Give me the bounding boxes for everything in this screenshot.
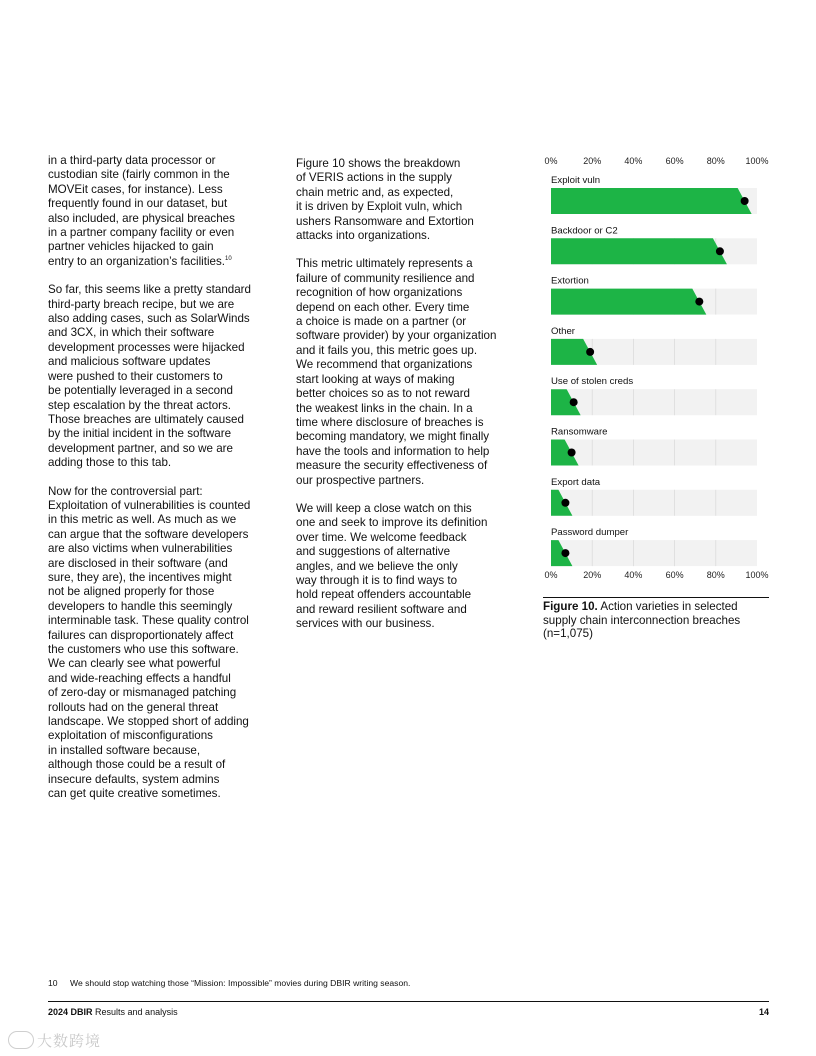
bar-track bbox=[551, 540, 757, 566]
figure-caption bbox=[543, 600, 769, 641]
x-tick-label-top: 0% bbox=[544, 156, 558, 166]
category-label: Other bbox=[551, 325, 575, 337]
x-tick-label-bottom: 40% bbox=[624, 570, 643, 580]
caption-text: Action varieties in selected supply chain interconnection breaches (n=1,075) bbox=[543, 600, 741, 641]
watermark-text: 大数跨境 bbox=[37, 1033, 102, 1050]
value-dot bbox=[741, 197, 749, 205]
category-label: Exploit vuln bbox=[551, 175, 601, 186]
body-column-left bbox=[48, 154, 276, 815]
footer-divider bbox=[48, 1001, 769, 1002]
x-tick-label-bottom: 60% bbox=[665, 570, 684, 580]
value-dot bbox=[586, 348, 594, 356]
footnote bbox=[48, 978, 410, 988]
x-tick-label-bottom: 80% bbox=[706, 570, 725, 580]
bar bbox=[551, 238, 727, 264]
figure-10-chart bbox=[543, 152, 769, 592]
page-number: 14 bbox=[758, 1007, 769, 1017]
x-tick-label-top: 60% bbox=[665, 156, 684, 166]
category-label: Export data bbox=[551, 476, 601, 488]
chart-svg bbox=[543, 152, 769, 592]
paragraph bbox=[48, 154, 276, 269]
x-tick-label-bottom: 0% bbox=[544, 570, 558, 580]
paragraph: Now for the controversial part: Exploitation of vulnerabilities is counted in this metric as well. As much as we can argue that the software developers are also victims when vulnerabilities are disclosed in their software (and sure, they are), the incentives might not be aligned properly for those developers to handle this seemingly interminable task. These quality control failures can disproportionately affect the customers who use this software. We can clearly see what powerful and wide-reaching effects a handful of zero-day or mismanaged patching rollouts had on the general threat landscape. We stopped short of adding exploitation of misconfigurations in installed software because, although those could be a result of insecure defaults, system admins can get quite creative sometimes. bbox=[48, 484, 251, 801]
paragraph-text: in a third-party data processor or custodian site (fairly common in the MOVEit cases, for instance). Less frequently found in our dataset, but also included, are physical breaches in a partner company facility or even partner vehicles hijacked to gain entry to an organization’s facilities. bbox=[48, 154, 235, 268]
value-dot bbox=[568, 449, 576, 457]
paragraph: Figure 10 shows the breakdown of VERIS actions in the supply chain metric and, as expected, it is driven by Exploit vuln, which ushers Ransomware and Extortion attacks into organizations. bbox=[296, 157, 474, 243]
footnote-ref[interactable]: 10 bbox=[225, 255, 232, 262]
x-tick-label-top: 80% bbox=[706, 156, 725, 166]
caption-divider bbox=[543, 597, 769, 598]
x-tick-label-top: 100% bbox=[745, 156, 769, 166]
category-label: Use of stolen creds bbox=[551, 376, 634, 388]
category-label: Password dumper bbox=[551, 527, 629, 539]
footnote-number: 10 bbox=[48, 978, 58, 988]
bar-track bbox=[551, 389, 757, 415]
paragraph: So far, this seems like a pretty standard third-party breach recipe, but we are also adding cases, such as SolarWinds and 3CX, in which their software development processes were hijacked and malicious software updates were pushed to their customers to be potentially leveraged in a second step escalation by the threat actors. Those breaches are ultimately caused by the initial incident in the software development partner, and so we are adding those to this tab. bbox=[48, 283, 251, 470]
x-tick-label-bottom: 100% bbox=[745, 570, 769, 580]
caption-label: Figure 10. bbox=[543, 600, 598, 613]
value-dot bbox=[561, 499, 569, 507]
value-dot bbox=[561, 549, 569, 557]
body-column-middle bbox=[296, 157, 524, 646]
bar bbox=[551, 188, 752, 214]
value-dot bbox=[716, 247, 724, 255]
x-tick-label-top: 20% bbox=[583, 156, 602, 166]
value-dot bbox=[695, 298, 703, 306]
footnote-text: We should stop watching those “Mission: Impossible” movies during DBIR writing season. bbox=[70, 978, 411, 988]
category-label: Backdoor or C2 bbox=[551, 225, 618, 237]
bar-track bbox=[551, 440, 757, 466]
footer-report-name: 2024 DBIR bbox=[48, 1007, 93, 1017]
paragraph: This metric ultimately represents a failure of community resilience and recognition of how organizations depend on each other. Every time a choice is made on a partner (or software provider) by your organization and it fails you, this metric goes up. We recommend that organizations start looking at ways of making better choices so as to not reward the weakest links in the chain. In a time where disclosure of breaches is becoming mandatory, we might finally have the tools and information to help measure the security effectiveness of our prospective partners. bbox=[296, 257, 497, 487]
x-tick-label-top: 40% bbox=[624, 156, 643, 166]
x-tick-label-bottom: 20% bbox=[583, 570, 602, 580]
category-label: Ransomware bbox=[551, 426, 608, 438]
value-dot bbox=[570, 398, 578, 406]
watermark bbox=[8, 1030, 101, 1051]
footer-title bbox=[48, 1007, 178, 1017]
bar-track bbox=[551, 490, 757, 516]
footer-section: Results and analysis bbox=[92, 1007, 178, 1017]
paragraph: We will keep a close watch on this one and seek to improve its definition over time. We welcome feedback and suggestions of alternative angles, and we believe the only way through it is to find ways to hold repeat offenders accountable and reward resilient software and services with our business. bbox=[296, 501, 488, 631]
bar bbox=[551, 289, 706, 315]
watermark-logo-icon bbox=[8, 1031, 34, 1049]
category-label: Extortion bbox=[551, 275, 589, 287]
